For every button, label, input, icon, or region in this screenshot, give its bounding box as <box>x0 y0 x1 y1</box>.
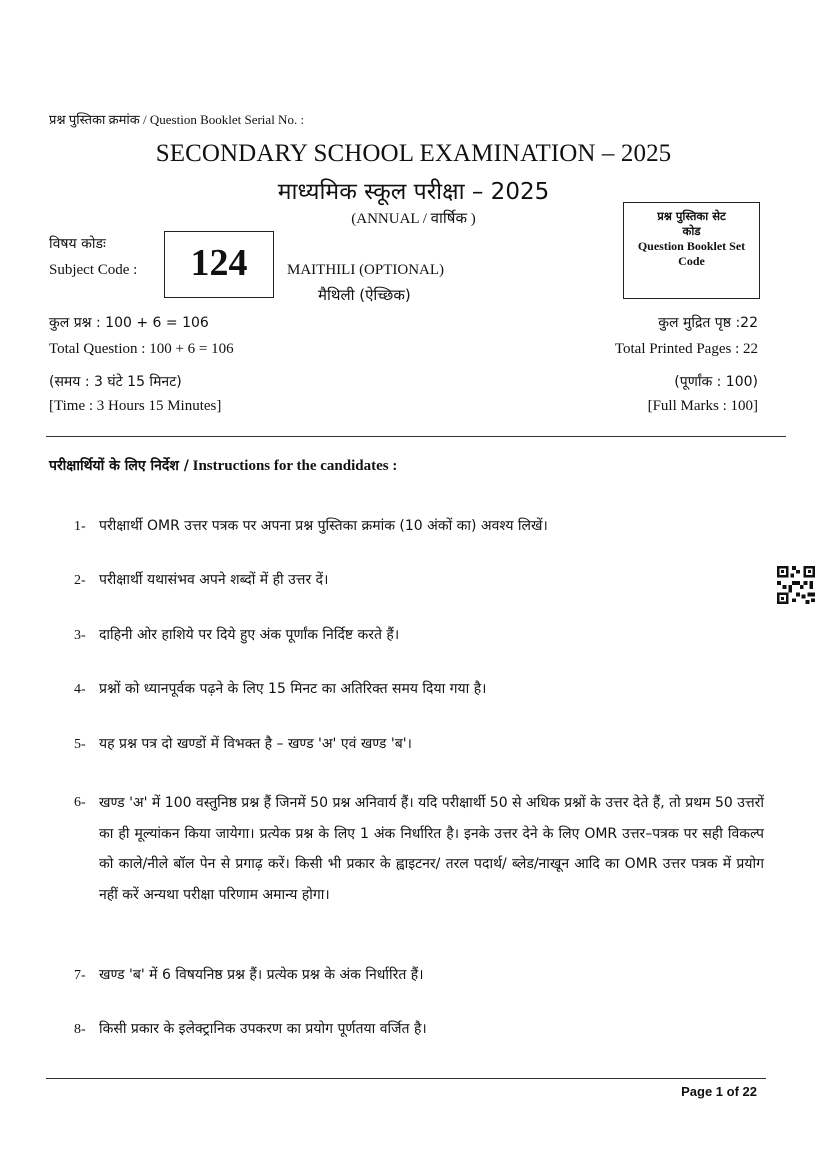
instruction-item <box>74 788 764 910</box>
instruction-item <box>74 734 412 753</box>
instructions-heading-hindi: परीक्षार्थियों के लिए निर्देश / <box>49 458 189 474</box>
header-divider <box>46 436 786 437</box>
instruction-item <box>74 1019 427 1038</box>
subject-code-label-english: Subject Code : <box>49 262 138 278</box>
booklet-set-code-box <box>623 202 760 299</box>
instructions-heading <box>49 456 397 475</box>
full-marks-hindi: (पूर्णांक : 100) <box>674 374 758 390</box>
instruction-number: 2- <box>74 573 86 588</box>
instruction-text: यह प्रश्न पत्र दो खण्डों में विभक्त है – खण्ड 'अ' एवं खण्ड 'ब'। <box>99 736 412 752</box>
instruction-number: 6- <box>74 795 86 810</box>
instruction-item <box>74 625 399 644</box>
instruction-text: किसी प्रकार के इलेक्ट्रानिक उपकरण का प्रयोग पूर्णतया वर्जित है। <box>99 1021 427 1037</box>
subject-name-hindi: मैथिली (ऐच्छिक) <box>318 286 411 304</box>
time-hindi: (समय : 3 घंटे 15 मिनट) <box>49 374 182 390</box>
subject-code-label-hindi: विषय कोडः <box>49 236 106 252</box>
subject-name-english: MAITHILI (OPTIONAL) <box>287 262 445 278</box>
instruction-item <box>74 679 487 698</box>
total-pages-hindi: कुल मुद्रित पृष्ठ :22 <box>658 315 758 331</box>
instruction-number: 7- <box>74 968 86 983</box>
instruction-text: परीक्षार्थी यथासंभव अपने शब्दों में ही उत्तर दें। <box>99 572 329 588</box>
instruction-number: 5- <box>74 737 86 752</box>
instruction-number: 1- <box>74 519 86 534</box>
instruction-text: प्रश्नों को ध्यानपूर्वक पढ़ने के लिए 15 मिनट का अतिरिक्त समय दिया गया है। <box>99 681 487 697</box>
instruction-item <box>74 516 548 535</box>
instruction-item <box>74 965 424 984</box>
instruction-text: खण्ड 'अ' में 100 वस्तुनिष्ठ प्रश्न हैं जिनमें 50 प्रश्न अनिवार्य हैं। यदि परीक्षार्थी 50 से अधिक प्रश्नों के उत्तर देते हैं, तो प्रथम 50 उत्तरों का ही मूल्यांकन किया जायेगा। प्रत्येक प्रश्न के लिए 1 अंक निर्धारित है। इनके उत्तर देने के लिए OMR उत्तर–पत्रक पर सही विकल्प को काले/नीले बॉल पेन से प्रगाढ़ करें। किसी भी प्रकार के ह्वाइटनर/ तरल पदार्थ/ ब्लेड/नाखून आदि का OMR उत्तर पत्रक में प्रयोग नहीं करें अन्यथा परीक्षा परिणाम अमान्य होगा। <box>99 795 764 903</box>
set-code-label-hi-2: कोड <box>682 224 701 238</box>
footer-divider <box>46 1078 766 1079</box>
instruction-number: 3- <box>74 628 86 643</box>
exam-type: (ANNUAL / वार्षिक ) <box>351 211 476 227</box>
set-code-label-hi-1: प्रश्न पुस्तिका सेट <box>657 209 726 223</box>
instruction-text: खण्ड 'ब' में 6 विषयनिष्ठ प्रश्न हैं। प्रत्येक प्रश्न के अंक निर्धारित हैं। <box>99 967 424 983</box>
instruction-text: परीक्षार्थी OMR उत्तर पत्रक पर अपना प्रश्न पुस्तिका क्रमांक (10 अंकों का) अवश्य लिखें। <box>99 518 548 534</box>
exam-title-english: SECONDARY SCHOOL EXAMINATION – 2025 <box>155 140 672 167</box>
instruction-item <box>74 570 328 589</box>
exam-title-hindi: माध्यमिक स्कूल परीक्षा – 2025 <box>277 179 550 205</box>
total-pages-english: Total Printed Pages : 22 <box>614 341 758 357</box>
full-marks-english: [Full Marks : 100] <box>647 398 758 414</box>
subject-code-value: 124 <box>164 231 274 298</box>
instruction-number: 4- <box>74 682 86 697</box>
instructions-heading-english: Instructions for the candidates : <box>192 458 398 474</box>
instruction-number: 8- <box>74 1022 86 1037</box>
total-questions-english: Total Question : 100 + 6 = 106 <box>49 341 234 357</box>
instruction-text: दाहिनी ओर हाशिये पर दिये हुए अंक पूर्णांक निर्दिष्ट करते हैं। <box>99 627 400 643</box>
serial-number-label: प्रश्न पुस्तिका क्रमांक / Question Booklet Serial No. : <box>49 112 305 127</box>
total-questions-hindi: कुल प्रश्न : 100 + 6 = 106 <box>49 315 209 331</box>
time-english: [Time : 3 Hours 15 Minutes] <box>49 398 222 414</box>
page-number: Page 1 of 22 <box>681 1084 757 1099</box>
set-code-label-en-1: Question Booklet Set <box>637 239 746 253</box>
qr-code-icon <box>776 566 816 604</box>
set-code-label-en-2: Code <box>678 254 705 268</box>
